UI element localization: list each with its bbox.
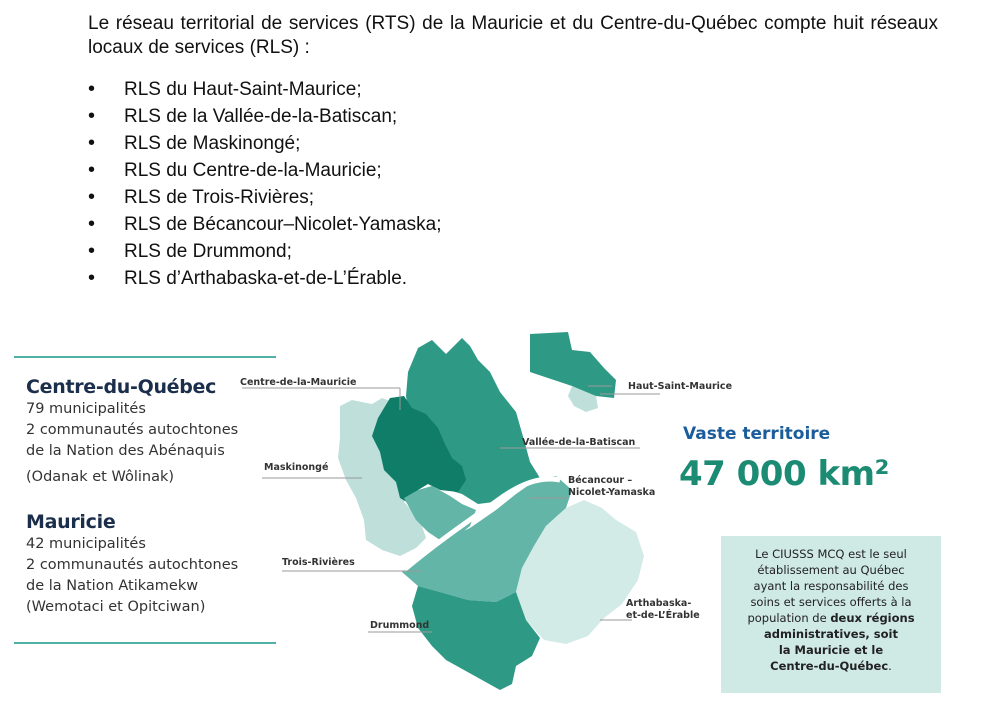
region-communities: 2 communautés autochtones (26, 557, 239, 573)
region-municipalities: 42 municipalités (26, 536, 146, 552)
intro-paragraph: Le réseau territorial de services (RTS) de la Mauricie et du Centre-du-Québec compte huit réseaux locaux de services (RLS) : (88, 13, 938, 58)
region-municipalities: 79 municipalités (26, 401, 146, 417)
map-label-centre-mauricie: Centre-de-la-Mauricie (240, 377, 357, 388)
map-label-vallee-batiscan: Vallée-de-la-Batiscan (522, 437, 636, 448)
region-name: Mauricie (26, 511, 116, 533)
list-item: • RLS de Maskinongé; (88, 130, 442, 157)
list-item: • RLS de la Vallée-de-la-Batiscan; (88, 103, 442, 130)
region-nation: de la Nation Atikamekw (26, 578, 199, 594)
map-label-haut-saint-maurice: Haut-Saint-Maurice (628, 381, 733, 392)
list-item: • RLS d’Arthabaska-et-de-L’Érable. (88, 265, 442, 292)
info-line: Le CIUSSS MCQ est le seul (755, 547, 907, 561)
region-name: Centre-du-Québec (26, 376, 217, 398)
region-nation: de la Nation des Abénaquis (26, 443, 225, 459)
map-label-maskinonge: Maskinongé (264, 462, 329, 473)
territory-map (0, 320, 720, 704)
list-item: • RLS du Haut-Saint-Maurice; (88, 76, 442, 103)
map-label-trois-rivieres: Trois-Rivières (282, 557, 355, 568)
info-box (721, 536, 941, 693)
info-text: population de (747, 611, 831, 625)
map-label-line: Nicolet-Yamaska (568, 487, 656, 498)
info-line: administratives, soit (764, 627, 898, 641)
territory-title: Vaste territoire (683, 424, 831, 444)
region-community-names: (Wemotaci et Opitciwan) (26, 599, 206, 615)
info-text: . (888, 659, 892, 673)
region-community-names: (Odanak et Wôlinak) (26, 469, 175, 485)
list-item: • RLS du Centre-de-la-Mauricie; (88, 157, 442, 184)
info-line (729, 610, 933, 626)
map-label-becancour (568, 475, 655, 499)
map-label-drummond: Drummond (370, 620, 430, 631)
region-communities: 2 communautés autochtones (26, 422, 239, 438)
info-text-bold: deux régions (830, 611, 915, 625)
map-label-line: Arthabaska- (626, 598, 692, 609)
list-item: • RLS de Drummond; (88, 238, 442, 265)
info-line: établissement au Québec (757, 563, 905, 577)
list-item: • RLS de Bécancour–Nicolet-Yamaska; (88, 211, 442, 238)
map-label-arthabaska (626, 598, 700, 622)
info-line: soins et services offerts à la (750, 595, 912, 609)
territory-area: 47 000 km² (679, 454, 889, 494)
map-label-line: et-de-L’Érable (626, 610, 700, 621)
info-line (729, 658, 933, 674)
info-text-bold: Centre-du-Québec (770, 659, 889, 673)
list-item: • RLS de Trois-Rivières; (88, 184, 442, 211)
info-line: la Mauricie et le (778, 643, 884, 657)
map-label-line: Bécancour – (568, 475, 633, 486)
info-line: ayant la responsabilité des (753, 579, 909, 593)
rls-list (88, 76, 442, 292)
